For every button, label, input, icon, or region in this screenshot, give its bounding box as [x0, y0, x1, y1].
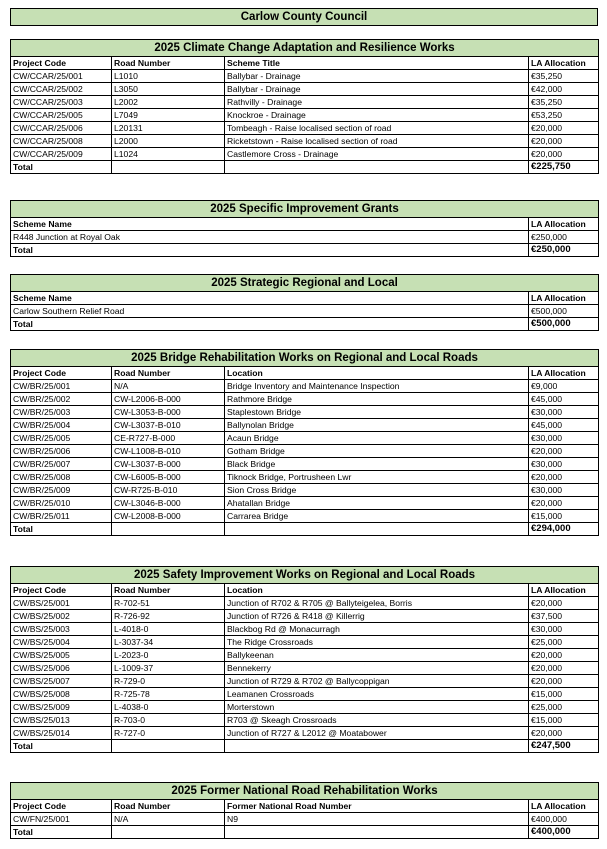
column-header-row — [11, 218, 599, 231]
table-cell: R-729-0 — [112, 675, 225, 688]
table-cell: CW-L1008-B-010 — [112, 445, 225, 458]
section-title-row — [11, 783, 599, 800]
column-header: LA Allocation — [529, 57, 599, 70]
table-row — [11, 109, 599, 122]
allocation-cell: €25,000 — [529, 636, 599, 649]
column-header-row — [11, 57, 599, 70]
table-cell: L2000 — [112, 135, 225, 148]
column-header: Location — [225, 584, 529, 597]
table-cell: Leamanen Crossroads — [225, 688, 529, 701]
column-header: LA Allocation — [529, 367, 599, 380]
table-row — [11, 813, 599, 826]
table-cell: CW/CCAR/25/002 — [11, 83, 112, 96]
allocation-cell: €15,000 — [529, 688, 599, 701]
table-row — [11, 597, 599, 610]
section-title-row — [11, 40, 599, 57]
table-cell: CW/BR/25/004 — [11, 419, 112, 432]
table-cell: R-727-0 — [112, 727, 225, 740]
table-row — [11, 393, 599, 406]
table-cell: R-725-78 — [112, 688, 225, 701]
council-name: Carlow County Council — [240, 11, 368, 23]
table-cell: L20131 — [112, 122, 225, 135]
table-cell: Ballykeenan — [225, 649, 529, 662]
allocation-cell: €20,000 — [529, 675, 599, 688]
section-title: 2025 Safety Improvement Works on Regional and Local Roads — [11, 567, 599, 584]
allocation-cell: €35,250 — [529, 70, 599, 83]
table-row — [11, 510, 599, 523]
table-cell: CW/CCAR/25/003 — [11, 96, 112, 109]
allocation-cell: €20,000 — [529, 135, 599, 148]
table-row — [11, 610, 599, 623]
total-label: Total — [11, 523, 112, 536]
column-header-row — [11, 584, 599, 597]
table-row — [11, 70, 599, 83]
table-row — [11, 675, 599, 688]
column-header-row — [11, 800, 599, 813]
allocation-cell: €20,000 — [529, 148, 599, 161]
allocation-cell: €37,500 — [529, 610, 599, 623]
empty-cell — [225, 740, 529, 753]
allocation-cell: €42,000 — [529, 83, 599, 96]
table-row — [11, 727, 599, 740]
table-cell: CW/BR/25/011 — [11, 510, 112, 523]
total-row — [11, 318, 599, 331]
table-cell: CW/CCAR/25/001 — [11, 70, 112, 83]
table-cell: Carrarea Bridge — [225, 510, 529, 523]
table-row — [11, 662, 599, 675]
table-cell: CW/BS/25/005 — [11, 649, 112, 662]
table-cell: Ballybar - Drainage — [225, 70, 529, 83]
table-row — [11, 406, 599, 419]
table-cell: N9 — [225, 813, 529, 826]
section-title-row — [11, 275, 599, 292]
table-cell: Junction of R729 & R702 @ Ballycoppigan — [225, 675, 529, 688]
table-row — [11, 148, 599, 161]
column-header: Road Number — [112, 800, 225, 813]
table-cell: L-3037-34 — [112, 636, 225, 649]
table-cell: Knockroe - Drainage — [225, 109, 529, 122]
allocation-cell: €20,000 — [529, 445, 599, 458]
table-cell: CW-L3037-B-010 — [112, 419, 225, 432]
table-cell: CW/BR/25/010 — [11, 497, 112, 510]
empty-cell — [112, 740, 225, 753]
table-cell: CW-L2006-B-000 — [112, 393, 225, 406]
allocation-cell: €30,000 — [529, 406, 599, 419]
table-row — [11, 135, 599, 148]
table-cell: L-4038-0 — [112, 701, 225, 714]
table-cell: L2002 — [112, 96, 225, 109]
table-cell: R-702-51 — [112, 597, 225, 610]
total-row — [11, 740, 599, 753]
table-cell: N/A — [112, 813, 225, 826]
table-cell: CW/CCAR/25/006 — [11, 122, 112, 135]
table-row — [11, 432, 599, 445]
allocation-cell: €30,000 — [529, 432, 599, 445]
table-cell: Tombeagh - Raise localised section of road — [225, 122, 529, 135]
table-cell: L-4018-0 — [112, 623, 225, 636]
column-header: Project Code — [11, 367, 112, 380]
table-cell: R-703-0 — [112, 714, 225, 727]
total-row — [11, 161, 599, 174]
section-title: 2025 Bridge Rehabilitation Works on Regional and Local Roads — [11, 350, 599, 367]
allocation-cell: €35,250 — [529, 96, 599, 109]
section-table — [10, 566, 599, 753]
table-cell: Black Bridge — [225, 458, 529, 471]
table-cell: R703 @ Skeagh Crossroads — [225, 714, 529, 727]
empty-cell — [225, 161, 529, 174]
table-cell: CW/BR/25/007 — [11, 458, 112, 471]
allocation-cell: €30,000 — [529, 623, 599, 636]
table-row — [11, 419, 599, 432]
section-table — [10, 200, 599, 257]
empty-cell — [112, 523, 225, 536]
table-cell: Junction of R702 & R705 @ Ballyteigelea, Borris — [225, 597, 529, 610]
table-cell: L1024 — [112, 148, 225, 161]
allocation-cell: €9,000 — [529, 380, 599, 393]
total-row — [11, 523, 599, 536]
table-cell: Acaun Bridge — [225, 432, 529, 445]
table-cell: R-726-92 — [112, 610, 225, 623]
section-title: 2025 Specific Improvement Grants — [11, 201, 599, 218]
total-label: Total — [11, 161, 112, 174]
section-title: 2025 Climate Change Adaptation and Resilience Works — [11, 40, 599, 57]
table-cell: L7049 — [112, 109, 225, 122]
allocation-cell: €20,000 — [529, 497, 599, 510]
table-cell: N/A — [112, 380, 225, 393]
column-header: LA Allocation — [529, 800, 599, 813]
table-cell: Ballybar - Drainage — [225, 83, 529, 96]
table-row — [11, 636, 599, 649]
allocation-cell: €30,000 — [529, 484, 599, 497]
allocation-cell: €20,000 — [529, 597, 599, 610]
table-cell: CW/BR/25/009 — [11, 484, 112, 497]
table-cell: CW/BS/25/002 — [11, 610, 112, 623]
total-label: Total — [11, 826, 112, 839]
total-amount: €250,000 — [529, 244, 599, 257]
table-cell: CW/BS/25/006 — [11, 662, 112, 675]
table-cell: CW/BS/25/007 — [11, 675, 112, 688]
table-cell: CW/BS/25/008 — [11, 688, 112, 701]
table-cell: CW/CCAR/25/005 — [11, 109, 112, 122]
table-cell: CW/BS/25/004 — [11, 636, 112, 649]
table-cell: Bridge Inventory and Maintenance Inspection — [225, 380, 529, 393]
table-cell: The Ridge Crossroads — [225, 636, 529, 649]
table-cell: CW-L3046-B-000 — [112, 497, 225, 510]
table-cell: CW/BS/25/013 — [11, 714, 112, 727]
section-title-row — [11, 567, 599, 584]
total-amount: €225,750 — [529, 161, 599, 174]
column-header: Project Code — [11, 584, 112, 597]
table-row — [11, 714, 599, 727]
total-label: Total — [11, 244, 529, 257]
table-cell: L-2023-0 — [112, 649, 225, 662]
table-cell: R448 Junction at Royal Oak — [11, 231, 529, 244]
table-cell: CE-R727-B-000 — [112, 432, 225, 445]
table-cell: CW-L6005-B-000 — [112, 471, 225, 484]
table-cell: CW/BS/25/009 — [11, 701, 112, 714]
section-table — [10, 349, 599, 536]
total-amount: €294,000 — [529, 523, 599, 536]
table-row — [11, 305, 599, 318]
allocation-cell: €20,000 — [529, 471, 599, 484]
table-cell: Castlemore Cross - Drainage — [225, 148, 529, 161]
council-header — [10, 8, 598, 26]
table-cell: CW/BR/25/005 — [11, 432, 112, 445]
table-cell: CW/BR/25/003 — [11, 406, 112, 419]
total-amount: €247,500 — [529, 740, 599, 753]
column-header-row — [11, 367, 599, 380]
table-row — [11, 701, 599, 714]
table-cell: CW-L3037-B-000 — [112, 458, 225, 471]
section-table — [10, 39, 599, 174]
table-cell: CW-L2008-B-000 — [112, 510, 225, 523]
allocation-cell: €15,000 — [529, 510, 599, 523]
section-table — [10, 782, 599, 839]
allocation-cell: €45,000 — [529, 419, 599, 432]
table-cell: L3050 — [112, 83, 225, 96]
table-cell: Blackbog Rd @ Monacurragh — [225, 623, 529, 636]
table-cell: Junction of R727 & L2012 @ Moatabower — [225, 727, 529, 740]
section-title: 2025 Former National Road Rehabilitation Works — [11, 783, 599, 800]
table-row — [11, 380, 599, 393]
table-cell: CW/BR/25/006 — [11, 445, 112, 458]
table-cell: Junction of R726 & R418 @ Killerrig — [225, 610, 529, 623]
table-row — [11, 96, 599, 109]
allocation-cell: €20,000 — [529, 727, 599, 740]
allocation-cell: €25,000 — [529, 701, 599, 714]
total-label: Total — [11, 318, 529, 331]
table-cell: CW/CCAR/25/008 — [11, 135, 112, 148]
table-cell: CW/BS/25/003 — [11, 623, 112, 636]
table-row — [11, 688, 599, 701]
total-amount: €400,000 — [529, 826, 599, 839]
total-amount: €500,000 — [529, 318, 599, 331]
section-table — [10, 274, 599, 331]
table-cell: CW/BR/25/002 — [11, 393, 112, 406]
column-header: Project Code — [11, 800, 112, 813]
table-cell: CW-R725-B-010 — [112, 484, 225, 497]
empty-cell — [225, 523, 529, 536]
section-title: 2025 Strategic Regional and Local — [11, 275, 599, 292]
allocation-cell: €15,000 — [529, 714, 599, 727]
table-row — [11, 122, 599, 135]
column-header: Scheme Name — [11, 292, 529, 305]
total-row — [11, 826, 599, 839]
allocation-cell: €500,000 — [529, 305, 599, 318]
column-header: LA Allocation — [529, 584, 599, 597]
table-cell: Ballynolan Bridge — [225, 419, 529, 432]
table-cell: L1010 — [112, 70, 225, 83]
table-cell: Carlow Southern Relief Road — [11, 305, 529, 318]
table-cell: Rathmore Bridge — [225, 393, 529, 406]
column-header: LA Allocation — [529, 218, 599, 231]
total-label: Total — [11, 740, 112, 753]
allocation-cell: €20,000 — [529, 122, 599, 135]
column-header: Scheme Title — [225, 57, 529, 70]
total-row — [11, 244, 599, 257]
allocation-cell: €400,000 — [529, 813, 599, 826]
table-row — [11, 231, 599, 244]
section-title-row — [11, 350, 599, 367]
column-header: LA Allocation — [529, 292, 599, 305]
table-cell: Rathvilly - Drainage — [225, 96, 529, 109]
empty-cell — [112, 826, 225, 839]
table-cell: L-1009-37 — [112, 662, 225, 675]
allocation-cell: €53,250 — [529, 109, 599, 122]
table-cell: Ahatallan Bridge — [225, 497, 529, 510]
column-header: Road Number — [112, 57, 225, 70]
allocation-cell: €20,000 — [529, 662, 599, 675]
table-row — [11, 497, 599, 510]
allocation-cell: €250,000 — [529, 231, 599, 244]
empty-cell — [225, 826, 529, 839]
table-cell: CW-L3053-B-000 — [112, 406, 225, 419]
table-cell: Bennekerry — [225, 662, 529, 675]
allocation-cell: €45,000 — [529, 393, 599, 406]
column-header: Scheme Name — [11, 218, 529, 231]
table-cell: CW/BR/25/001 — [11, 380, 112, 393]
table-cell: CW/BS/25/001 — [11, 597, 112, 610]
table-cell: Sion Cross Bridge — [225, 484, 529, 497]
table-cell: Ricketstown - Raise localised section of road — [225, 135, 529, 148]
column-header: Project Code — [11, 57, 112, 70]
table-row — [11, 83, 599, 96]
allocation-cell: €20,000 — [529, 649, 599, 662]
table-cell: CW/BS/25/014 — [11, 727, 112, 740]
table-row — [11, 458, 599, 471]
table-row — [11, 623, 599, 636]
table-cell: CW/BR/25/008 — [11, 471, 112, 484]
table-cell: Staplestown Bridge — [225, 406, 529, 419]
table-cell: Gotham Bridge — [225, 445, 529, 458]
table-row — [11, 471, 599, 484]
column-header: Location — [225, 367, 529, 380]
column-header: Road Number — [112, 367, 225, 380]
allocation-cell: €30,000 — [529, 458, 599, 471]
table-cell: Morterstown — [225, 701, 529, 714]
table-cell: CW/FN/25/001 — [11, 813, 112, 826]
table-row — [11, 649, 599, 662]
table-row — [11, 445, 599, 458]
column-header-row — [11, 292, 599, 305]
table-cell: CW/CCAR/25/009 — [11, 148, 112, 161]
table-row — [11, 484, 599, 497]
empty-cell — [112, 161, 225, 174]
column-header: Former National Road Number — [225, 800, 529, 813]
table-cell: Tiknock Bridge, Portrusheen Lwr — [225, 471, 529, 484]
column-header: Road Number — [112, 584, 225, 597]
section-title-row — [11, 201, 599, 218]
